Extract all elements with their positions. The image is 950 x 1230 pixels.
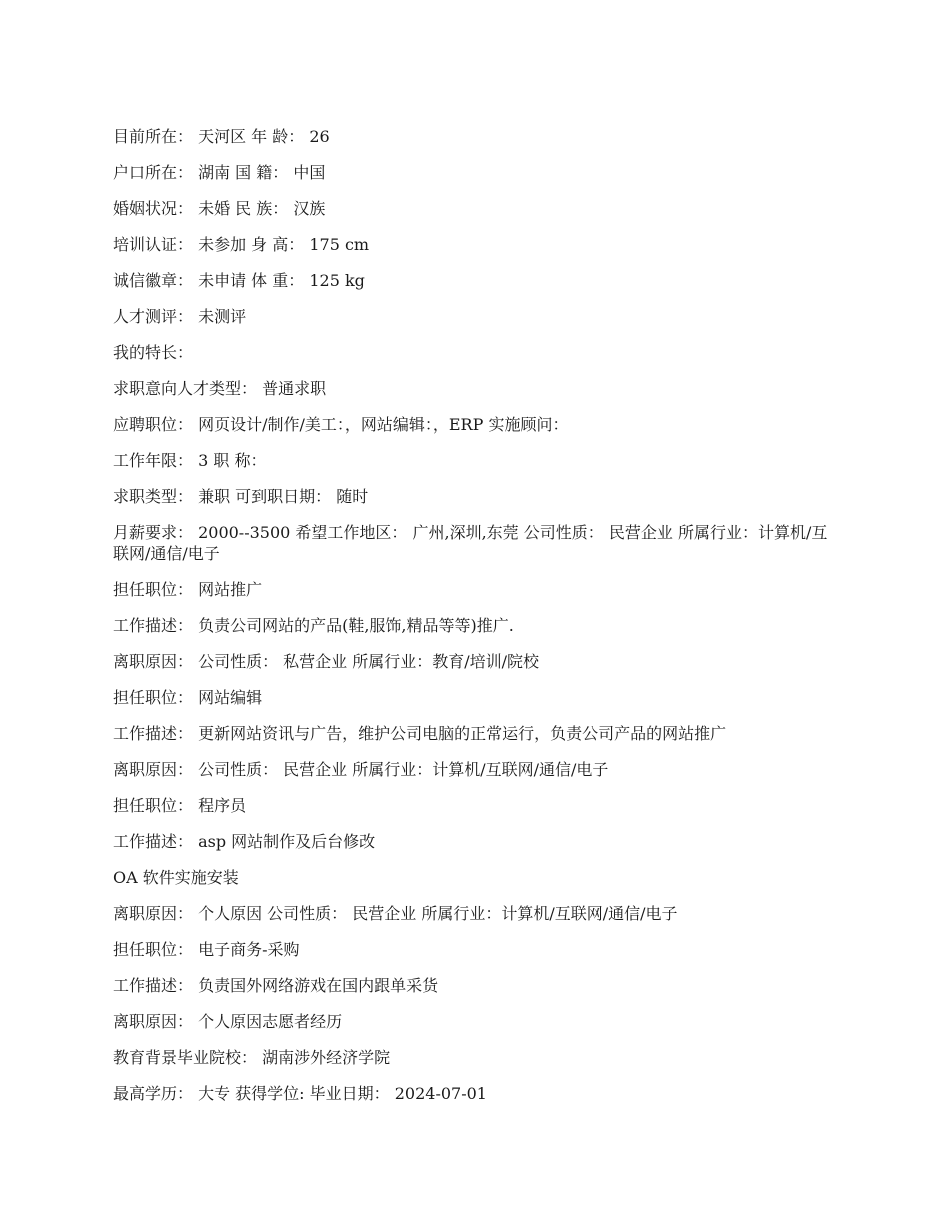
resume-content	[113, 126, 833, 1119]
job-description-line: 工作描述： 负责公司网站的产品(鞋,服饰,精品等等)推广.	[113, 616, 514, 635]
work-years-line: 工作年限： 3 职 称：	[113, 451, 267, 470]
education-school-line: 教育背景毕业院校： 湖南涉外经济学院	[113, 1048, 391, 1067]
job-description-line: 工作描述： asp 网站制作及后台修改	[113, 832, 376, 851]
highest-education-line: 最高学历： 大专 获得学位: 毕业日期： 2024-07-01	[113, 1084, 487, 1103]
marital-status-line: 婚姻状况： 未婚 民 族： 汉族	[113, 199, 326, 218]
applied-positions-line: 应聘职位： 网页设计/制作/美工：，网站编辑：，ERP 实施顾问：	[113, 415, 569, 434]
leaving-reason-line: 离职原因： 公司性质： 民营企业 所属行业：计算机/互联网/通信/电子	[113, 760, 609, 779]
position-line: 担任职位： 网站推广	[113, 580, 263, 599]
training-certification-line: 培训认证： 未参加 身 高： 175 cm	[113, 235, 370, 254]
specialty-line: 我的特长：	[113, 343, 194, 362]
job-description-line: 工作描述： 负责国外网络游戏在国内跟单采货	[113, 976, 439, 995]
position-line: 担任职位： 电子商务-采购	[113, 940, 300, 959]
job-description-continued-line: OA 软件实施安装	[113, 868, 239, 887]
leaving-reason-line: 离职原因： 个人原因志愿者经历	[113, 1012, 343, 1031]
integrity-badge-line: 诚信徽章： 未申请 体 重： 125 kg	[113, 271, 365, 290]
position-line: 担任职位： 网站编辑	[113, 688, 263, 707]
leaving-reason-line: 离职原因： 个人原因 公司性质： 民营企业 所属行业：计算机/互联网/通信/电子	[113, 904, 678, 923]
job-type-line: 求职类型： 兼职 可到职日期： 随时	[113, 487, 369, 506]
job-intent-type-line: 求职意向人才类型： 普通求职	[113, 379, 327, 398]
leaving-reason-line: 离职原因： 公司性质： 私营企业 所属行业：教育/培训/院校	[113, 652, 540, 671]
position-line: 担任职位： 程序员	[113, 796, 247, 815]
current-location-line: 目前所在： 天河区 年 龄： 26	[113, 127, 330, 146]
job-description-line: 工作描述： 更新网站资讯与广告，维护公司电脑的正常运行，负责公司产品的网站推广	[113, 724, 727, 743]
salary-expectation-line: 月薪要求： 2000--3500 希望工作地区： 广州,深圳,东莞 公司性质： 民营企业 所属行业：计算机/互联网/通信/电子	[113, 523, 828, 563]
talent-assessment-line: 人才测评： 未测评	[113, 307, 247, 326]
hukou-line: 户口所在： 湖南 国 籍： 中国	[113, 163, 326, 182]
